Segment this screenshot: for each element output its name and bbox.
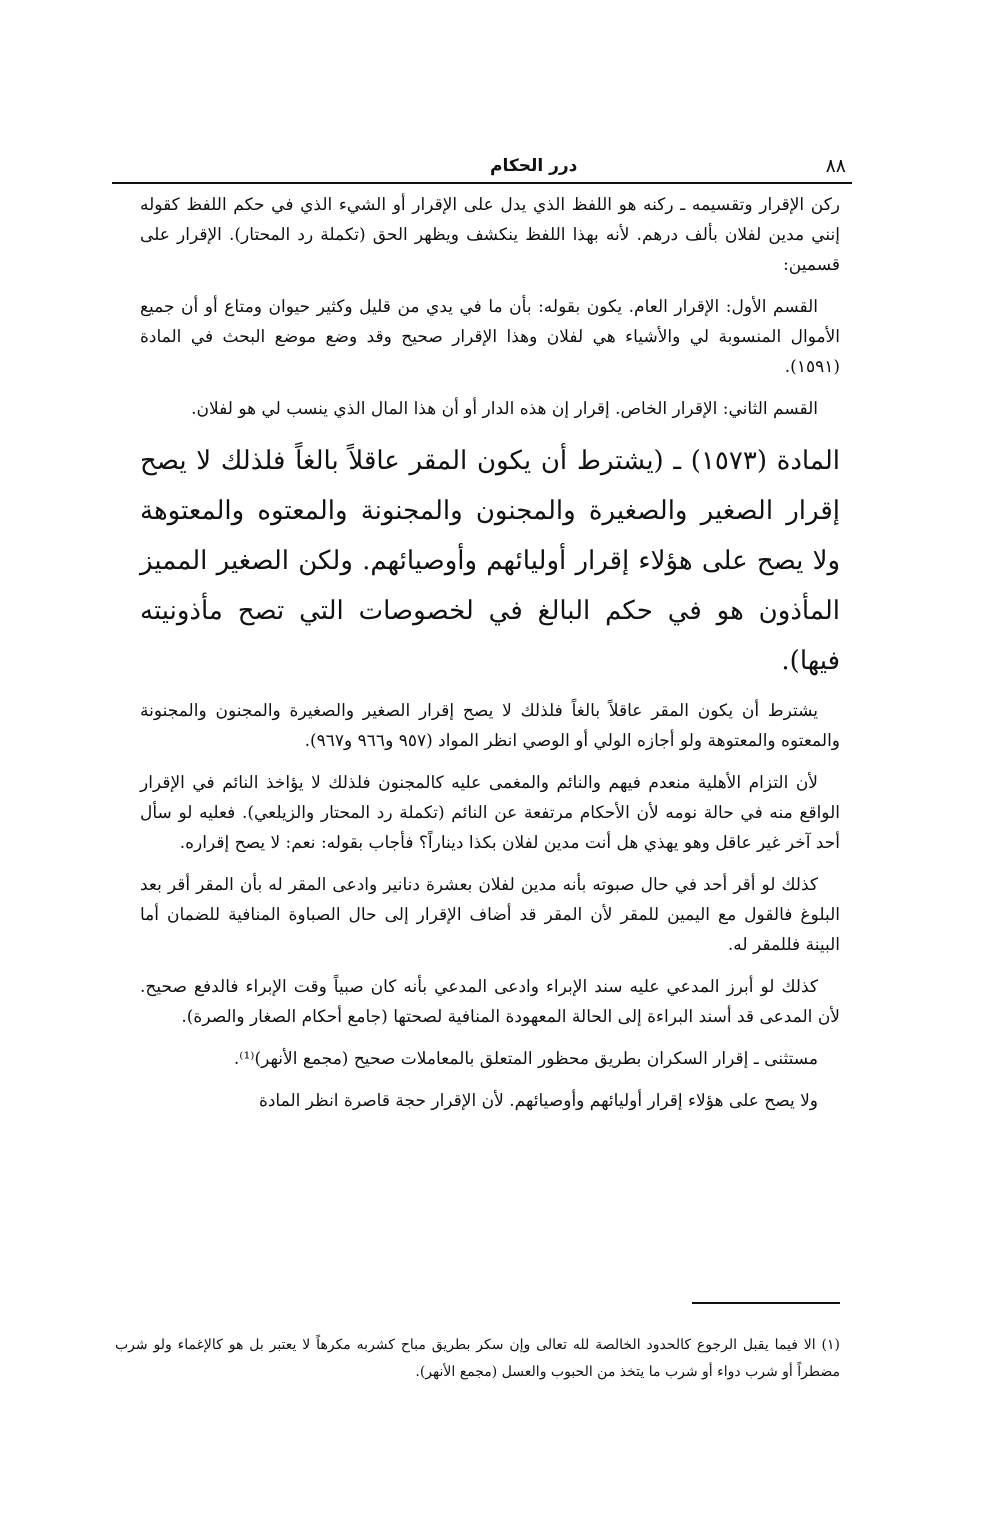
footnote: (١) الا فيما يقبل الرجوع كالحدود الخالصة لله تعالى وإن سكر بطريق مباح كشربه مكرهاً لا يعتبر بل هو كالإغماء ولو شرب مضطراً أو شرب دواء أو شرب ما يتخذ من الحبوب والعسل (مجمع الأنهر). <box>115 1337 840 1380</box>
paragraph-general-admission: القسم الأول: الإقرار العام. يكون بقوله: بأن ما في يدي من قليل وكثير حيوان ومتاع أو أن جميع الأموال المنسوبة لي والأشياء هي لفلان وهذا الإقرار صحيح وقد وضع موضع البحث في المادة (١٥٩١). <box>140 297 840 377</box>
paragraph-specific-admission: القسم الثاني: الإقرار الخاص. إقرار إن هذه الدار أو أن هذا المال الذي ينسب لي هو لفلان. <box>191 399 818 419</box>
running-header <box>112 150 852 184</box>
paragraph-capacity: لأن التزام الأهلية منعدم فيهم والنائم والمغمى عليه كالمجنون فلذلك لا يؤاخذ النائم في الإقرار الواقع منه في حالة نومه لأن الأحكام مرتفعة عن النائم (تكملة رد المحتار والزيلعي). فعليه لو سأل أحد آخر غير عاقل وهو يهذي هل أنت مدين لفلان بكذا ديناراً؟ فأجاب بقوله: نعم: لا يصح إقراره. <box>140 773 840 853</box>
paragraph-childhood-claim: كذلك لو أقر أحد في حال صبوته بأنه مدين لفلان بعشرة دنانير وادعى المقر له بأن المقر أقر بعد البلوغ فالقول مع اليمين للمقر لأن المقر قد أضاف الإقرار إلى حال الصباوة المنافية للضمان أما البينة فللمقر له. <box>140 875 840 955</box>
article-1573: المادة (١٥٧٣) ـ (يشترط أن يكون المقر عاقلاً بالغاً فلذلك لا يصح إقرار الصغير والصغيرة والمجنون والمجنونة والمعتوه والمعتوهة ولا يصح على هؤلاء إقرار أوليائهم وأوصيائهم. ولكن الصغير المميز المأذون هو في حكم البالغ في لخصوصات التي تصح مأذونيته فيها). <box>140 446 840 676</box>
paragraph-pillar-of-admission: ركن الإقرار وتقسيمه ـ ركنه هو اللفظ الذي يدل على الإقرار أو الشيء الذي في حكم اللفظ كقوله إنني مدين لفلان بألف درهم. لأنه بهذا اللفظ ينكشف ويظهر الحق (تكملة رد المحتار). الإقرار على قسمين: <box>140 195 840 275</box>
page-number: ٨٨ <box>825 155 846 177</box>
paragraph-release-deed: كذلك لو أبرز المدعي عليه سند الإبراء وادعى المدعي بأنه كان صبياً وقت الإبراء فالدفع صحيح. لأن المدعى قد أسند البراءة إلى الحالة المعهودة المنافية لصحتها (جامع أحكام الصغار والصرة). <box>140 977 840 1027</box>
book-title: درر الحكام <box>490 156 578 176</box>
paragraph-exception: مستثنى ـ إقرار السكران بطريق محظور المتعلق بالمعاملات صحيح (مجمع الأنهر)⁽¹⁾. <box>233 1049 818 1069</box>
paragraph-conditions: يشترط أن يكون المقر عاقلاً بالغاً فلذلك لا يصح إقرار الصغير والصغيرة والمجنون والمجنونة والمعتوه والمعتوهة ولو أجازه الولي أو الوصي انظر المواد (٩٥٧ و٩٦٦ و٩٦٧). <box>140 701 840 751</box>
paragraph-guardians: ولا يصح على هؤلاء إقرار أوليائهم وأوصيائهم. لأن الإقرار حجة قاصرة انظر المادة <box>258 1091 818 1111</box>
page-body <box>140 190 840 1128</box>
footnote-divider <box>692 1302 840 1304</box>
